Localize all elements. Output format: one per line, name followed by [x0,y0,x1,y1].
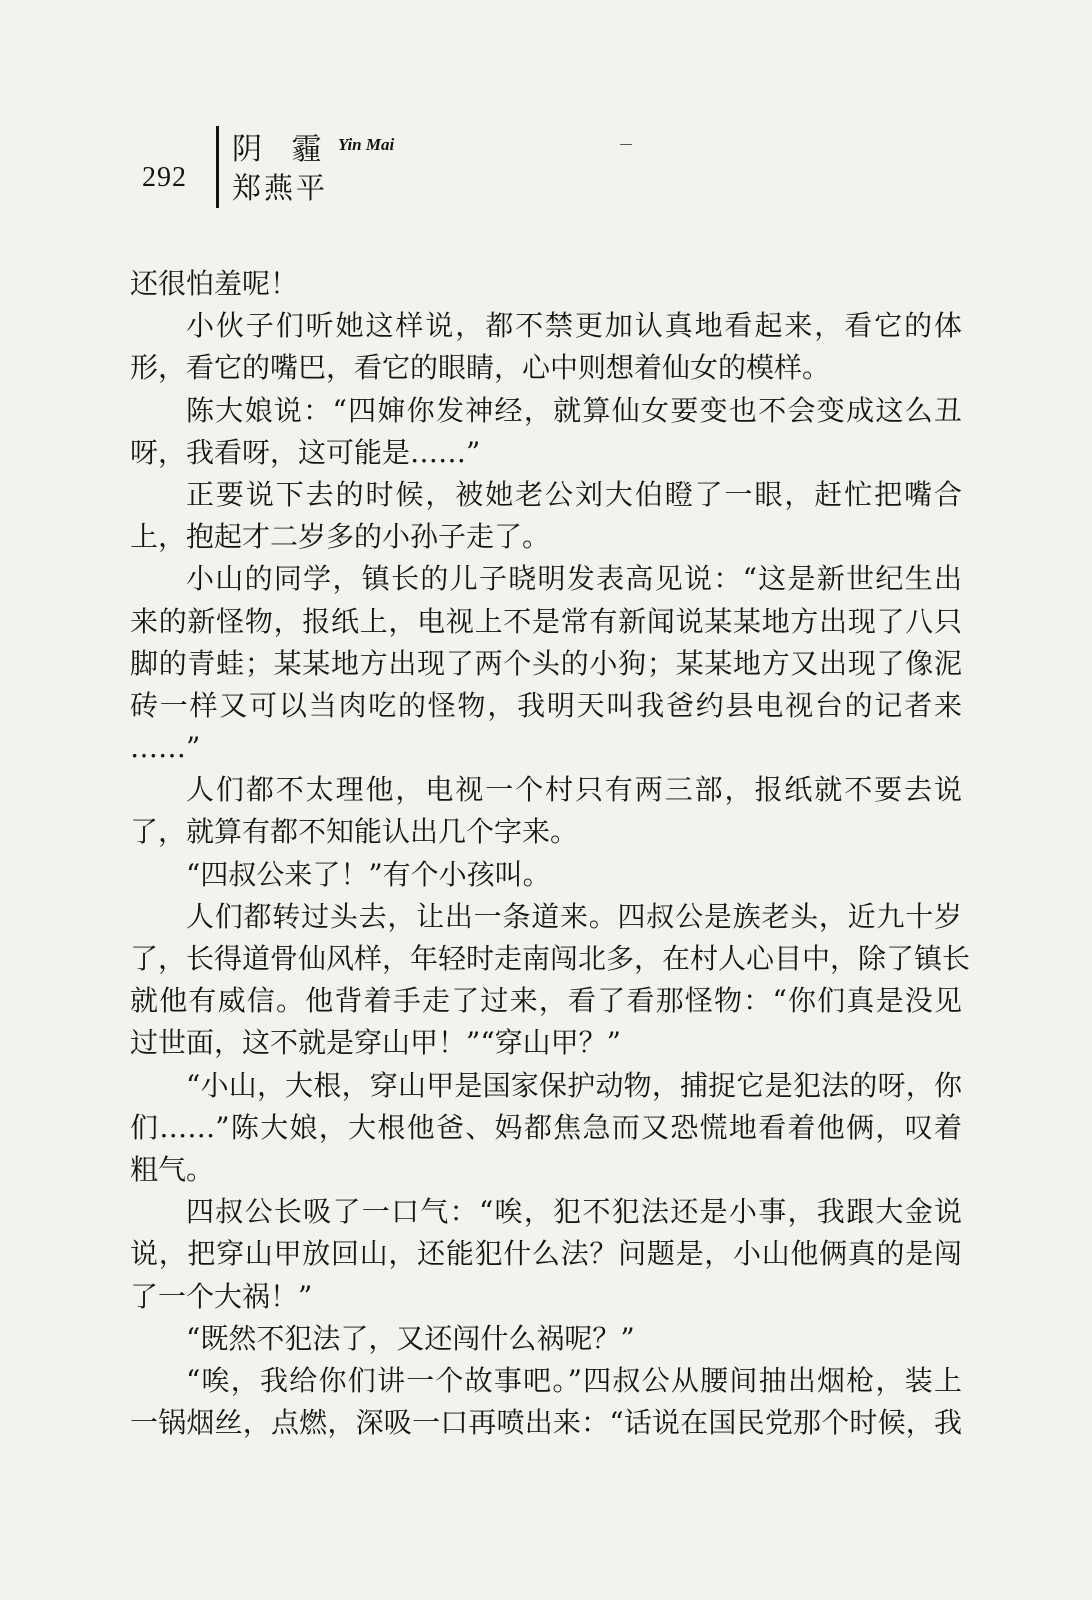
text-line: “小山，大根，穿山甲是国家保护动物，捕捉它是犯法的呀，你 [186,1068,962,1102]
text-line: 砖一样又可以当肉吃的怪物，我明天叫我爸约县电视台的记者来 [130,688,962,722]
text-line: 小山的同学，镇长的儿子晓明发表高见说：“这是新世纪生出 [186,562,962,596]
text-line: 过世面，这不就是穿山甲！”“穿山甲？” [130,1026,621,1060]
text-line: 了，长得道骨仙风样，年轻时走南闯北多，在村人心目中，除了镇长 [130,942,971,975]
author-name: 郑燕平 [232,171,329,205]
text-line: 一锅烟丝，点燃，深吸一口再喷出来：“话说在国民党那个时候，我 [130,1406,962,1440]
text-line: 人们都转过头去，让出一条道来。四叔公是族老头，近九十岁 [186,899,962,933]
text-line: 们……”陈大娘，大根他爸、妈都焦急而又恐慌地看着他俩，叹着 [130,1110,962,1144]
text-line: 正要说下去的时候，被她老公刘大伯瞪了一眼，赶忙把嘴合 [186,477,962,511]
body-text [130,263,971,1444]
text-line: 人们都不太理他，电视一个村只有两三部，报纸就不要去说 [186,773,962,807]
text-line: 就他有威信。他背着手走了过来，看了看那怪物：“你们真是没见 [130,984,962,1018]
text-line: 上，抱起才二岁多的小孙子走了。 [130,520,551,554]
book-title: 阴 霾 [232,132,332,167]
text-line: ……” [130,731,201,765]
margin-mark [620,144,632,145]
book-title-pinyin: Yin Mai [338,135,395,154]
text-line: 四叔公长吸了一口气：“唉，犯不犯法还是小事，我跟大金说 [186,1195,962,1229]
text-line: “唉，我给你们讲一个故事吧。”四叔公从腰间抽出烟枪，装上 [186,1363,962,1397]
text-line: 形，看它的嘴巴，看它的眼睛，心中则想着仙女的模样。 [130,351,831,385]
text-line: 粗气。 [130,1152,215,1186]
page-number: 292 [142,162,187,193]
header-divider [216,126,219,208]
page-header [0,116,1092,206]
text-line: 了一个大祸！” [130,1279,313,1313]
text-line: 来的新怪物，报纸上，电视上不是常有新闻说某某地方出现了八只 [130,604,962,638]
text-line: 脚的青蛙；某某地方出现了两个头的小狗；某某地方又出现了像泥 [130,646,962,680]
text-line: 还很怕羞呢！ [130,267,299,300]
text-line: 小伙子们听她这样说，都不禁更加认真地看起来，看它的体 [186,309,962,343]
text-line: 呀，我看呀，这可能是……” [130,435,481,469]
text-line: 说，把穿山甲放回山，还能犯什么法？问题是，小山他俩真的是闯 [130,1237,962,1271]
text-line: “既然不犯法了，又还闯什么祸呢？” [186,1321,635,1355]
text-line: 了，就算有都不知能认出几个字来。 [130,815,579,849]
text-line: 陈大娘说：“四婶你发神经，就算仙女要变也不会变成这么丑 [186,393,962,427]
text-line: “四叔公来了！”有个小孩叫。 [186,857,551,891]
